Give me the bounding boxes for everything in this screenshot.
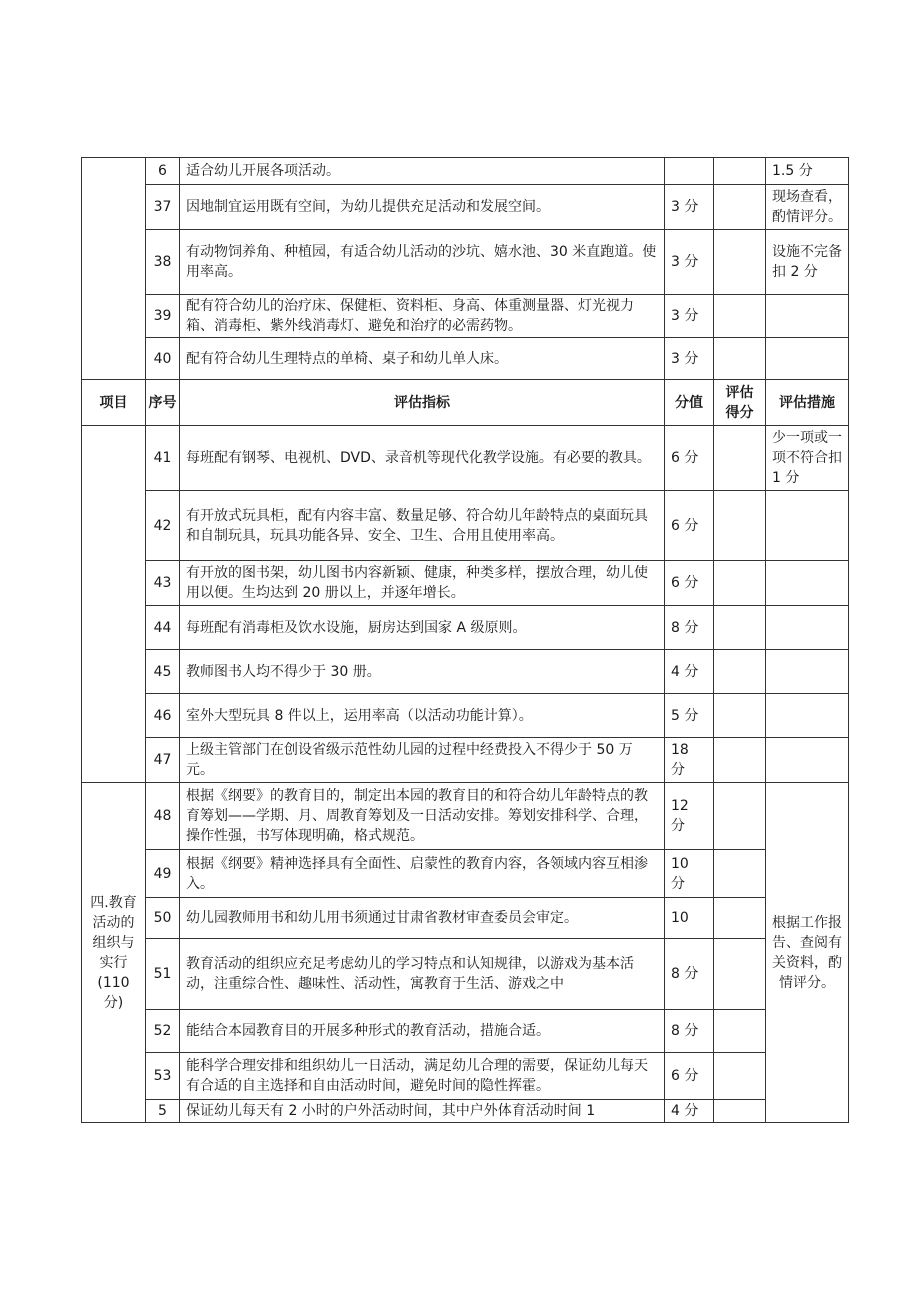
score-cell: 3 分 (665, 230, 714, 295)
obtained-cell (714, 491, 766, 561)
score-cell: 8 分 (665, 939, 714, 1010)
evaluation-table (81, 157, 849, 1123)
score-cell: 5 分 (665, 694, 714, 738)
obtained-cell (714, 295, 766, 338)
table-row (82, 850, 849, 898)
score-cell: 8 分 (665, 1010, 714, 1053)
indicator-cell: 每班配有钢琴、电视机、DVD、录音机等现代化教学设施。有必要的教具。 (180, 426, 665, 491)
table-row (82, 1053, 849, 1100)
score-cell: 10 分 (665, 850, 714, 898)
measure-cell: 1.5 分 (766, 158, 849, 185)
obtained-cell (714, 738, 766, 783)
obtained-cell (714, 850, 766, 898)
table-row (82, 158, 849, 185)
score-cell: 6 分 (665, 491, 714, 561)
seq-cell: 45 (146, 650, 180, 694)
seq-cell: 39 (146, 295, 180, 338)
measure-cell (766, 338, 849, 380)
indicator-cell: 能结合本园教育目的开展多种形式的教育活动，措施合适。 (180, 1010, 665, 1053)
obtained-cell (714, 1100, 766, 1123)
measure-cell: 根据工作报告、查阅有关资料，酌情评分。 (766, 783, 849, 1123)
header-measure: 评估措施 (766, 380, 849, 426)
score-cell: 4 分 (665, 650, 714, 694)
table-row (82, 898, 849, 939)
table-row (82, 561, 849, 606)
measure-cell (766, 295, 849, 338)
obtained-cell (714, 783, 766, 850)
measure-cell: 现场查看，酌情评分。 (766, 185, 849, 230)
header-indicator: 评估指标 (180, 380, 665, 426)
table-row (82, 650, 849, 694)
header-obtained: 评估得分 (714, 380, 766, 426)
indicator-cell: 能科学合理安排和组织幼儿一日活动，满足幼儿合理的需要，保证幼儿每天有合适的自主选择和自由活动时间，避免时间的隐性挥霍。 (180, 1053, 665, 1100)
seq-cell: 50 (146, 898, 180, 939)
obtained-cell (714, 1010, 766, 1053)
score-cell: 10 (665, 898, 714, 939)
measure-cell-empty (766, 694, 849, 738)
obtained-cell (714, 939, 766, 1010)
indicator-cell: 教师图书人均不得少于 30 册。 (180, 650, 665, 694)
indicator-cell: 适合幼儿开展各项活动。 (180, 158, 665, 185)
obtained-cell (714, 650, 766, 694)
score-cell: 8 分 (665, 606, 714, 650)
seq-cell: 51 (146, 939, 180, 1010)
seq-cell: 52 (146, 1010, 180, 1053)
obtained-cell (714, 606, 766, 650)
measure-cell: 设施不完备扣 2 分 (766, 230, 849, 295)
score-cell: 6 分 (665, 1053, 714, 1100)
table-row (82, 783, 849, 850)
project-cell-empty (82, 158, 146, 380)
indicator-cell: 有动物饲养角、种植园，有适合幼儿活动的沙坑、嬉水池、30 米直跑道。使用率高。 (180, 230, 665, 295)
indicator-cell: 根据《纲要》的教育目的，制定出本园的教育目的和符合幼儿年龄特点的教育筹划——学期、月、周教育筹划及一日活动安排。筹划安排科学、合理，操作性强，书写体现明确，格式规范。 (180, 783, 665, 850)
table-row (82, 1100, 849, 1123)
measure-cell-empty (766, 491, 849, 561)
measure-cell-empty (766, 650, 849, 694)
obtained-cell (714, 1053, 766, 1100)
indicator-cell: 因地制宜运用既有空间，为幼儿提供充足活动和发展空间。 (180, 185, 665, 230)
obtained-cell (714, 230, 766, 295)
seq-cell: 44 (146, 606, 180, 650)
table-row (82, 606, 849, 650)
indicator-cell: 有开放的图书架，幼儿图书内容新颖、健康，种类多样，摆放合理，幼儿使用以便。生均达到 20 册以上，并逐年增长。 (180, 561, 665, 606)
table-row (82, 939, 849, 1010)
table-row (82, 1010, 849, 1053)
obtained-cell (714, 561, 766, 606)
table-row (82, 338, 849, 380)
indicator-cell: 教育活动的组织应充足考虑幼儿的学习特点和认知规律，以游戏为基本活动，注重综合性、趣味性、活动性，寓教育于生活、游戏之中 (180, 939, 665, 1010)
seq-cell: 41 (146, 426, 180, 491)
seq-cell: 5 (146, 1100, 180, 1123)
header-score: 分值 (665, 380, 714, 426)
score-cell: 3 分 (665, 295, 714, 338)
indicator-cell: 幼儿园教师用书和幼儿用书须通过甘肃省教材审查委员会审定。 (180, 898, 665, 939)
seq-cell: 40 (146, 338, 180, 380)
table-row (82, 491, 849, 561)
score-cell: 6 分 (665, 426, 714, 491)
measure-cell-empty (766, 561, 849, 606)
seq-cell: 6 (146, 158, 180, 185)
project-cell-empty (82, 426, 146, 783)
indicator-cell: 室外大型玩具 8 件以上，运用率高（以活动功能计算）。 (180, 694, 665, 738)
measure-cell-empty (766, 606, 849, 650)
obtained-cell (714, 338, 766, 380)
seq-cell: 42 (146, 491, 180, 561)
seq-cell: 46 (146, 694, 180, 738)
table-row (82, 426, 849, 491)
table-row (82, 738, 849, 783)
score-cell: 3 分 (665, 185, 714, 230)
indicator-cell: 配有符合幼儿的治疗床、保健柜、资料柜、身高、体重测量器、灯光视力箱、消毒柜、紫外线消毒灯、避免和治疗的必需药物。 (180, 295, 665, 338)
seq-cell: 48 (146, 783, 180, 850)
indicator-cell: 根据《纲要》精神选择具有全面性、启蒙性的教育内容，各领域内容互相渗入。 (180, 850, 665, 898)
score-cell: 4 分 (665, 1100, 714, 1123)
measure-cell: 少一项或一项不符合扣 1 分 (766, 426, 849, 491)
seq-cell: 43 (146, 561, 180, 606)
measure-cell-empty (766, 738, 849, 783)
indicator-cell: 每班配有消毒柜及饮水设施，厨房达到国家 A 级原则。 (180, 606, 665, 650)
table-header-row (82, 380, 849, 426)
obtained-cell (714, 426, 766, 491)
header-seq: 序号 (146, 380, 180, 426)
seq-cell: 47 (146, 738, 180, 783)
score-cell: 3 分 (665, 338, 714, 380)
table-row (82, 230, 849, 295)
indicator-cell: 保证幼儿每天有 2 小时的户外活动时间，其中户外体育活动时间 1 (180, 1100, 665, 1123)
table-row (82, 694, 849, 738)
indicator-cell: 上级主管部门在创设省级示范性幼儿园的过程中经费投入不得少于 50 万元。 (180, 738, 665, 783)
table-row (82, 185, 849, 230)
seq-cell: 53 (146, 1053, 180, 1100)
indicator-cell: 配有符合幼儿生理特点的单椅、桌子和幼儿单人床。 (180, 338, 665, 380)
indicator-cell: 有开放式玩具柜，配有内容丰富、数量足够、符合幼儿年龄特点的桌面玩具和自制玩具，玩具功能各异、安全、卫生、合用且使用率高。 (180, 491, 665, 561)
header-project: 项目 (82, 380, 146, 426)
score-cell: 12 分 (665, 783, 714, 850)
obtained-cell (714, 694, 766, 738)
project-cell: 四.教育活动的组织与实行(110 分) (82, 783, 146, 1123)
score-cell: 18 分 (665, 738, 714, 783)
obtained-cell (714, 158, 766, 185)
seq-cell: 49 (146, 850, 180, 898)
score-cell: 6 分 (665, 561, 714, 606)
table-row (82, 295, 849, 338)
obtained-cell (714, 898, 766, 939)
seq-cell: 38 (146, 230, 180, 295)
seq-cell: 37 (146, 185, 180, 230)
score-cell (665, 158, 714, 185)
obtained-cell (714, 185, 766, 230)
